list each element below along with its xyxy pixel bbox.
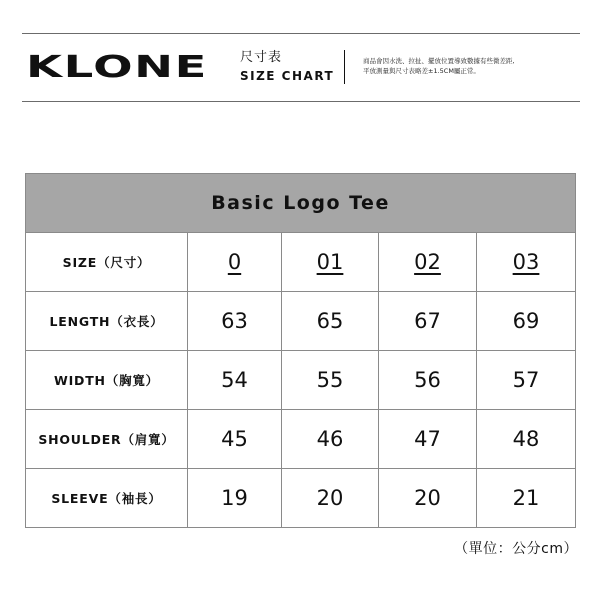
table-title: Basic Logo Tee bbox=[26, 174, 576, 233]
unit-note: （單位：公分cm） bbox=[454, 541, 578, 557]
row-label-sleeve: SLEEVE（袖長） bbox=[26, 469, 188, 528]
table-cell: 56 bbox=[379, 351, 477, 410]
table-cell: 67 bbox=[379, 292, 477, 351]
bottom-rule bbox=[22, 101, 580, 102]
size-header-label: SIZE（尺寸） bbox=[26, 233, 188, 292]
table-row-width bbox=[26, 351, 576, 410]
table-cell: 47 bbox=[379, 410, 477, 469]
table-cell: 65 bbox=[282, 292, 379, 351]
chart-title-block bbox=[240, 49, 334, 85]
table-cell: 63 bbox=[188, 292, 282, 351]
size-03-label: 03 bbox=[512, 250, 540, 274]
note-line-2: 平放測量與尺寸表略差±1.5CM屬正常。 bbox=[363, 67, 480, 75]
title-english: SIZE CHART bbox=[240, 69, 335, 83]
table-cell: 20 bbox=[379, 469, 477, 528]
size-02-label: 02 bbox=[414, 250, 441, 274]
size-header-cell bbox=[379, 233, 477, 292]
row-label-shoulder: SHOULDER（肩寬） bbox=[26, 410, 188, 469]
size-table bbox=[25, 173, 576, 528]
table-cell: 45 bbox=[188, 410, 282, 469]
table-cell: 55 bbox=[282, 351, 379, 410]
header-divider bbox=[344, 50, 345, 84]
size-01-label: 01 bbox=[316, 250, 344, 274]
table-row-shoulder bbox=[26, 410, 576, 469]
table-cell: 57 bbox=[477, 351, 576, 410]
table-cell: 19 bbox=[188, 469, 282, 528]
table-cell: 69 bbox=[477, 292, 576, 351]
table-row-length bbox=[26, 292, 576, 351]
row-label-length: LENGTH（衣長） bbox=[26, 292, 188, 351]
table-cell: 48 bbox=[477, 410, 576, 469]
measurement-note bbox=[363, 56, 583, 76]
note-line-1: 商品會因水洗、拉扯、擺放位置導致數據有些微差距, bbox=[363, 57, 515, 65]
top-rule bbox=[22, 33, 580, 34]
table-cell: 21 bbox=[477, 469, 576, 528]
size-header-cell bbox=[477, 233, 576, 292]
title-chinese: 尺寸表 bbox=[240, 50, 283, 65]
size-0-label: 0 bbox=[227, 250, 242, 274]
size-header-cell bbox=[282, 233, 379, 292]
size-header-row bbox=[26, 233, 576, 292]
table-row-sleeve bbox=[26, 469, 576, 528]
brand-logo: KLONE bbox=[26, 50, 208, 85]
table-cell: 54 bbox=[188, 351, 282, 410]
size-header-cell bbox=[188, 233, 282, 292]
table-cell: 46 bbox=[282, 410, 379, 469]
table-cell: 20 bbox=[282, 469, 379, 528]
row-label-width: WIDTH（胸寬） bbox=[26, 351, 188, 410]
